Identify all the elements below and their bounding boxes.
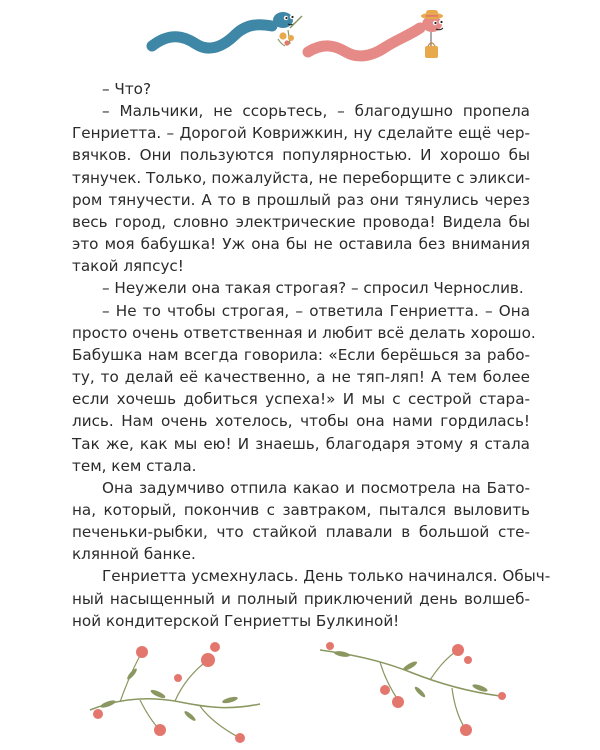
pink-worm-with-hat-and-bag-icon (308, 10, 443, 58)
header-illustration (140, 6, 460, 72)
text-line: – Не то чтобы строгая, – ответила Генриетта. – Она (102, 301, 530, 320)
paragraph (72, 477, 530, 566)
flower-branch-icon (90, 642, 260, 743)
text-line: ту, то делай её качественно, а не тяп-ляп! А тем более (72, 368, 530, 387)
text-line: Она задумчиво отпила какао и посмотрела на Бато- (102, 478, 530, 497)
text-line: лись. Нам очень хотелось, чтобы она нами гордилась! (72, 412, 530, 431)
story-text (72, 78, 551, 632)
text-line: Так же, как мы ею! И знаешь, благодаря этому я стала (72, 434, 530, 453)
paragraph (72, 78, 530, 100)
paragraph (72, 565, 551, 631)
text-line: весь город, словно электрические провода! Видела бы (72, 212, 530, 231)
footer-illustration (80, 630, 530, 746)
text-line: ной кондитерской Генриетты Булкиной! (72, 611, 400, 630)
text-line: тянучек. Только, пожалуйста, не переборщите с эликси- (72, 168, 531, 187)
text-line: – Неужели она такая строгая? – спросил Чернослив. (102, 279, 524, 298)
paragraph (72, 300, 536, 477)
text-line: ный насыщенный и полный приключений день волшеб- (72, 589, 530, 608)
text-line: Генриетта. – Дорогой Коврижкин, ну сделайте ещё чер- (72, 124, 530, 143)
paragraph (72, 100, 530, 277)
flower-branch-icon (320, 642, 506, 736)
text-line: на, который, покончив с завтраком, пытался выловить (72, 500, 530, 519)
text-line: ром тянучести. А то в прошлый раз они тянулись через (72, 190, 530, 209)
text-line: печеньки-рыбки, что стайкой плавали в большой сте- (72, 523, 530, 542)
text-line: – Мальчики, не ссорьтесь, – благодушно пропела (102, 102, 530, 121)
text-line: вячков. Они пользуются популярностью. И хорошо бы (72, 146, 530, 165)
blue-worm-with-flowers-icon (152, 12, 302, 48)
text-line: Генриетта усмехнулась. День только начинался. Обыч- (102, 567, 551, 586)
text-line: это моя бабушка! Уж она бы не оставила без внимания (72, 235, 530, 254)
text-line: – Что? (102, 80, 152, 98)
text-line: тем, кем стала. (72, 456, 197, 475)
text-line: Бабушка нам всегда говорила: «Если берёшься за рабо- (72, 345, 530, 364)
text-line: клянной банке. (72, 545, 196, 564)
text-line: если хочешь добиться успеха!» И мы с сестрой стара- (72, 390, 530, 409)
text-line: просто очень ответственная и любит всё делать хорошо. (72, 323, 536, 342)
paragraph (72, 277, 530, 299)
text-line: такой ляпсус! (72, 257, 184, 276)
